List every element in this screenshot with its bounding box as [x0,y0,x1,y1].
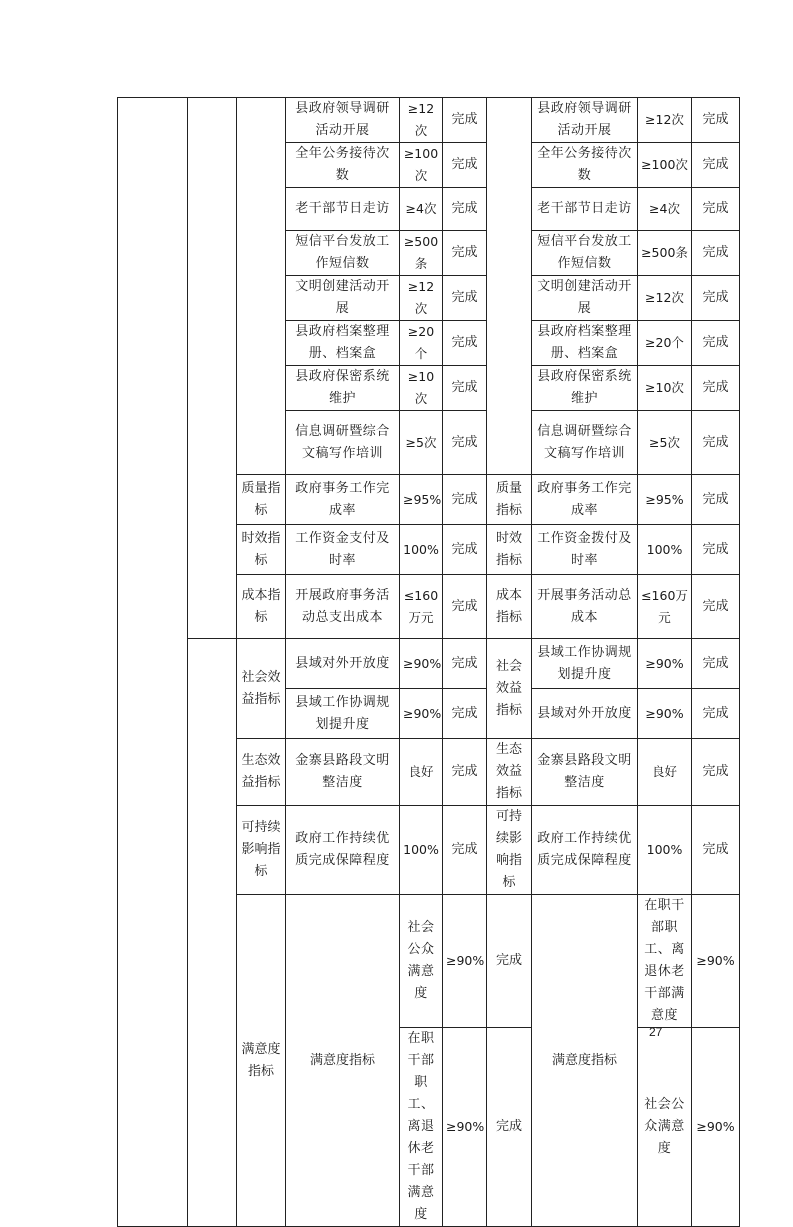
actual-indicator-status: 完成 [692,739,740,806]
blank-secondary-indicator-cell [237,98,286,475]
actual-indicator-value: ≥100次 [638,143,692,188]
category-ecology: 生态效益指标 [237,739,286,806]
indicator-name: 县政府保密系统维护 [286,366,400,411]
category-cost: 成本指标 [237,575,286,639]
indicator-name: 县政府领导调研活动开展 [286,98,400,143]
actual-indicator-status: 完成 [692,411,740,475]
blank-benefit-primary-cell [188,639,237,1227]
category-social: 社会效益指标 [237,639,286,739]
actual-indicator-value: ≥500条 [638,231,692,276]
category-sustainability-right: 可持续影响指标 [487,806,532,895]
actual-indicator-name: 县政府档案整理册、档案盒 [532,321,638,366]
actual-indicator-status: 完成 [692,276,740,321]
indicator-status: 完成 [487,1028,532,1227]
actual-indicator-status: 完成 [692,475,740,525]
indicator-value: ≥4次 [400,188,443,231]
actual-indicator-name: 开展事务活动总成本 [532,575,638,639]
actual-indicator-name: 社会公众满意度 [638,1028,692,1227]
actual-indicator-name: 工作资金拨付及时率 [532,525,638,575]
performance-indicator-table [117,97,740,1227]
actual-indicator-value: ≥12次 [638,98,692,143]
indicator-name: 金寨县路段文明整洁度 [286,739,400,806]
category-quality: 质量指标 [237,475,286,525]
actual-indicator-name: 全年公务接待次数 [532,143,638,188]
actual-indicator-status: 完成 [692,689,740,739]
indicator-value: ≥5次 [400,411,443,475]
actual-indicator-name: 短信平台发放工作短信数 [532,231,638,276]
indicator-status: 完成 [443,806,487,895]
indicator-status: 完成 [443,321,487,366]
indicator-value: ≥20个 [400,321,443,366]
indicator-status: 完成 [443,276,487,321]
actual-indicator-status: 完成 [692,366,740,411]
indicator-name: 政府工作持续优质完成保障程度 [286,806,400,895]
indicator-status: 完成 [443,411,487,475]
actual-indicator-name: 信息调研暨综合文稿写作培训 [532,411,638,475]
indicator-status: 完成 [443,475,487,525]
indicator-name: 文明创建活动开展 [286,276,400,321]
category-ecology-right: 生态效益指标 [487,739,532,806]
indicator-value: ≥95% [400,475,443,525]
actual-indicator-status: 完成 [692,188,740,231]
actual-indicator-name: 文明创建活动开展 [532,276,638,321]
indicator-value: 100% [400,806,443,895]
table-row [118,639,740,689]
actual-indicator-name: 金寨县路段文明整洁度 [532,739,638,806]
indicator-value: ≥90% [400,689,443,739]
category-cost-right: 成本指标 [487,575,532,639]
indicator-status: 完成 [443,639,487,689]
indicator-name: 短信平台发放工作短信数 [286,231,400,276]
category-satisfaction-right: 满意度指标 [532,895,638,1227]
actual-indicator-value: ≥90% [638,639,692,689]
indicator-status: 完成 [443,366,487,411]
actual-indicator-status: 完成 [692,575,740,639]
actual-indicator-value: ≥90% [638,689,692,739]
actual-indicator-name: 老干部节日走访 [532,188,638,231]
actual-indicator-name: 县域工作协调规划提升度 [532,639,638,689]
indicator-status: 完成 [443,231,487,276]
indicator-value: ≥10次 [400,366,443,411]
indicator-value: ≥12次 [400,276,443,321]
actual-indicator-value: ≥10次 [638,366,692,411]
actual-indicator-name: 县域对外开放度 [532,689,638,739]
indicator-name: 信息调研暨综合文稿写作培训 [286,411,400,475]
actual-indicator-status: 完成 [692,806,740,895]
indicator-name: 政府事务工作完成率 [286,475,400,525]
indicator-status: 完成 [487,895,532,1028]
category-social-right: 社会效益指标 [487,639,532,739]
actual-indicator-value: ≥5次 [638,411,692,475]
indicator-status: 完成 [443,188,487,231]
indicator-name: 老干部节日走访 [286,188,400,231]
indicator-name: 县政府档案整理册、档案盒 [286,321,400,366]
blank-primary-indicator-cell [188,98,237,639]
indicator-value: 100% [400,525,443,575]
indicator-status: 完成 [443,98,487,143]
indicator-name: 县域工作协调规划提升度 [286,689,400,739]
actual-indicator-value: ≤160万元 [638,575,692,639]
category-quality-right: 质量指标 [487,475,532,525]
page-number: 27 [649,1025,663,1039]
actual-indicator-value: ≥4次 [638,188,692,231]
indicator-name: 全年公务接待次数 [286,143,400,188]
actual-indicator-value: ≥95% [638,475,692,525]
indicator-status: 完成 [443,143,487,188]
indicator-name: 开展政府事务活动总支出成本 [286,575,400,639]
indicator-name: 社会公众满意度 [400,895,443,1028]
actual-indicator-status: 完成 [692,321,740,366]
blank-first-column-cell [118,98,188,1227]
category-timeliness-right: 时效指标 [487,525,532,575]
actual-indicator-status: 完成 [692,98,740,143]
indicator-name: 工作资金支付及时率 [286,525,400,575]
category-timeliness: 时效指标 [237,525,286,575]
indicator-name: 县域对外开放度 [286,639,400,689]
actual-indicator-value: 100% [638,525,692,575]
indicator-value: ≥90% [443,895,487,1028]
actual-indicator-value: ≥90% [692,895,740,1028]
actual-indicator-value: ≥20个 [638,321,692,366]
indicator-value: 良好 [400,739,443,806]
blank-right-secondary-cell [487,98,532,475]
indicator-value: ≥500条 [400,231,443,276]
indicator-value: ≥100次 [400,143,443,188]
actual-indicator-value: ≥12次 [638,276,692,321]
table-row [118,98,740,143]
actual-indicator-name: 县政府领导调研活动开展 [532,98,638,143]
indicator-status: 完成 [443,739,487,806]
actual-indicator-name: 在职干部职工、离退休老干部满意度 [638,895,692,1028]
indicator-value: ≥90% [400,639,443,689]
category-satisfaction: 满意度指标 [286,895,400,1227]
category-sustainability: 可持续影响指标 [237,806,286,895]
indicator-value: ≥12次 [400,98,443,143]
indicator-value: ≤160万元 [400,575,443,639]
actual-indicator-name: 县政府保密系统维护 [532,366,638,411]
actual-indicator-status: 完成 [692,143,740,188]
indicator-status: 完成 [443,689,487,739]
indicator-name: 在职干部职工、离退休老干部满意度 [400,1028,443,1227]
actual-indicator-status: 完成 [692,639,740,689]
actual-indicator-value: 良好 [638,739,692,806]
indicator-status: 完成 [443,575,487,639]
primary-satisfaction: 满意度指标 [237,895,286,1227]
indicator-status: 完成 [443,525,487,575]
actual-indicator-status: 完成 [692,525,740,575]
actual-indicator-value: ≥90% [692,1028,740,1227]
actual-indicator-status: 完成 [692,231,740,276]
actual-indicator-name: 政府工作持续优质完成保障程度 [532,806,638,895]
indicator-value: ≥90% [443,1028,487,1227]
actual-indicator-name: 政府事务工作完成率 [532,475,638,525]
actual-indicator-value: 100% [638,806,692,895]
